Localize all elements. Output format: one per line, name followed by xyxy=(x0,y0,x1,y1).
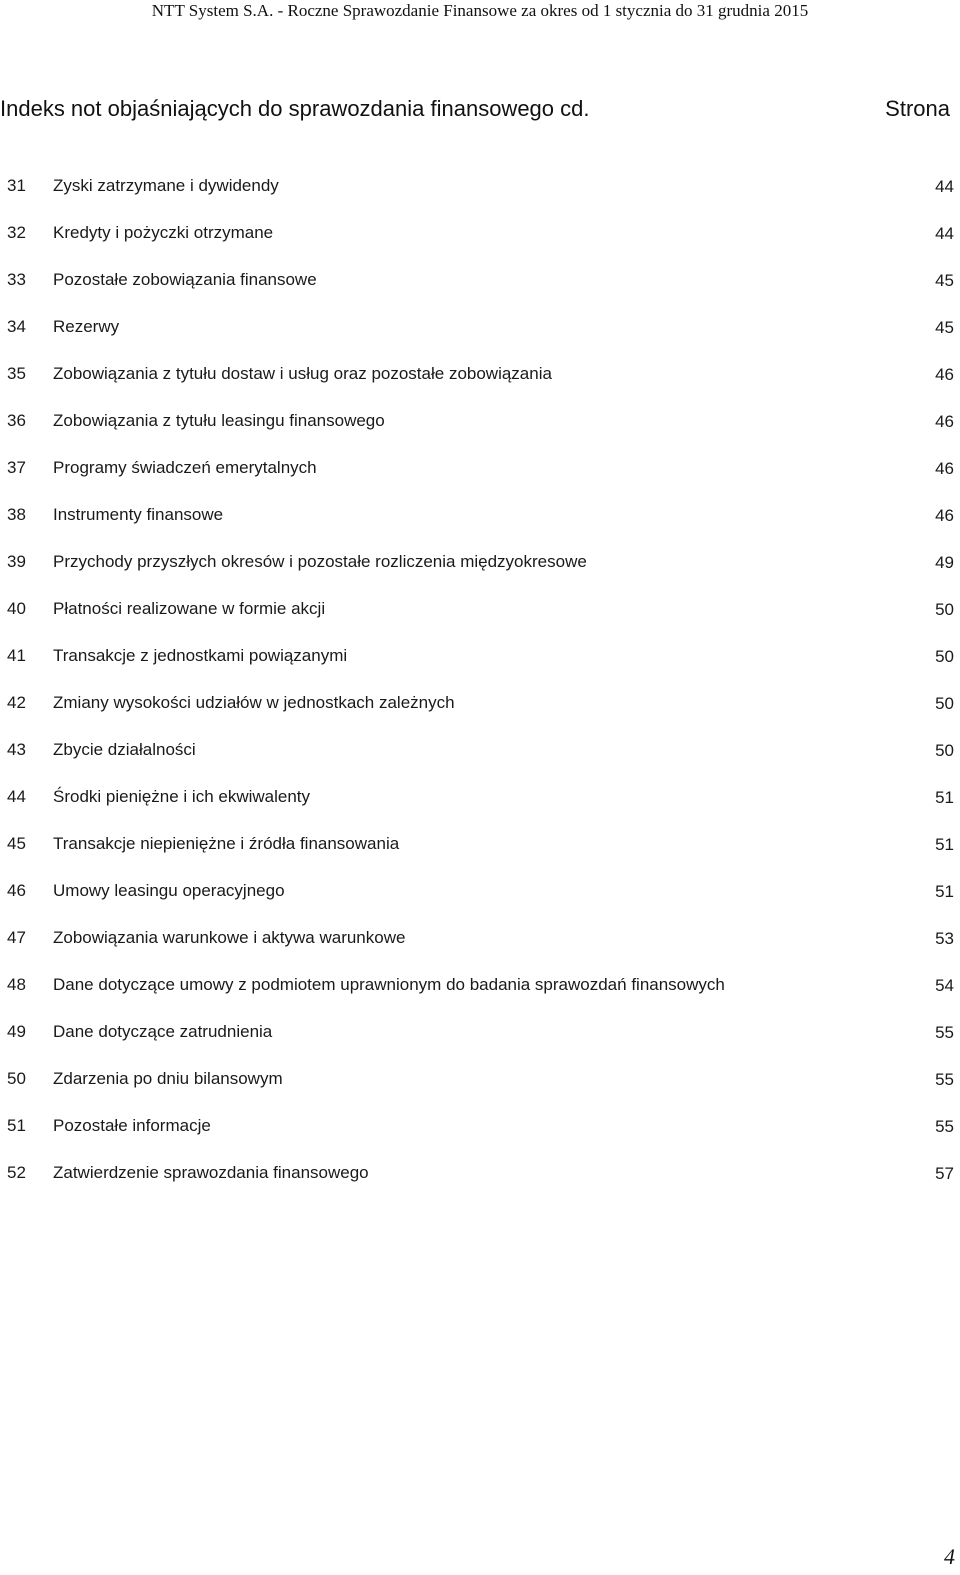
toc-entry-title: Zobowiązania z tytułu leasingu finansowego xyxy=(53,411,385,430)
toc-entry-number: 50 xyxy=(7,1069,26,1088)
toc-entry-number: 39 xyxy=(7,552,26,571)
toc-entry[interactable] xyxy=(0,689,960,736)
toc-entry-page: 46 xyxy=(935,365,954,384)
toc-entry[interactable] xyxy=(0,736,960,783)
toc-entry-title: Instrumenty finansowe xyxy=(53,505,224,524)
toc-entry[interactable] xyxy=(0,877,960,924)
toc-entry-number: 51 xyxy=(7,1116,26,1135)
toc-entry-title: Zobowiązania z tytułu dostaw i usług oraz pozostałe zobowiązania xyxy=(53,364,552,383)
toc-entry[interactable] xyxy=(0,783,960,830)
toc-entry-number: 46 xyxy=(7,881,26,900)
toc-entry-title: Rezerwy xyxy=(53,317,120,336)
toc-entry[interactable] xyxy=(0,1018,960,1065)
toc-entry-page: 55 xyxy=(935,1117,954,1136)
toc-entry-page: 51 xyxy=(935,788,954,807)
toc-entry-number: 49 xyxy=(7,1022,26,1041)
toc-entry-title: Programy świadczeń emerytalnych xyxy=(53,458,317,477)
toc-entry-page: 46 xyxy=(935,412,954,431)
toc-entry-number: 40 xyxy=(7,599,26,618)
toc-entry-title: Przychody przyszłych okresów i pozostałe rozliczenia międzyokresowe xyxy=(53,552,587,571)
toc-entry-title: Środki pieniężne i ich ekwiwalenty xyxy=(53,787,311,806)
toc-entry[interactable] xyxy=(0,642,960,689)
index-heading: Indeks not objaśniających do sprawozdania finansowego cd. xyxy=(0,96,590,121)
toc-entry-number: 41 xyxy=(7,646,26,665)
toc-entry[interactable] xyxy=(0,266,960,313)
toc-entry-title: Transakcje z jednostkami powiązanymi xyxy=(53,646,348,665)
page-header: NTT System S.A. - Roczne Sprawozdanie Finansowe za okres od 1 stycznia do 31 grudnia 2015 xyxy=(151,1,809,20)
toc-entry-number: 44 xyxy=(7,787,26,806)
toc-entry-page: 50 xyxy=(935,741,954,760)
toc-entry-title: Zmiany wysokości udziałów w jednostkach zależnych xyxy=(53,693,455,712)
toc-entry-number: 42 xyxy=(7,693,26,712)
toc-entry-title: Dane dotyczące zatrudnienia xyxy=(53,1022,273,1041)
toc-entry-number: 35 xyxy=(7,364,26,383)
toc-entry-page: 45 xyxy=(935,318,954,337)
toc-entry[interactable] xyxy=(0,1065,960,1112)
toc-entry-title: Zobowiązania warunkowe i aktywa warunkowe xyxy=(53,928,406,947)
toc-entry-page: 50 xyxy=(935,600,954,619)
toc-entry-number: 36 xyxy=(7,411,26,430)
toc-entry[interactable] xyxy=(0,1112,960,1159)
toc-entry-title: Pozostałe zobowiązania finansowe xyxy=(53,270,317,289)
toc-entry-page: 49 xyxy=(935,553,954,572)
footer-page-number: 4 xyxy=(944,1544,955,1569)
toc-entry-title: Zatwierdzenie sprawozdania finansowego xyxy=(53,1163,369,1182)
toc-entry-title: Transakcje niepieniężne i źródła finansowania xyxy=(53,834,400,853)
toc-entry-number: 43 xyxy=(7,740,26,759)
toc-entry-page: 46 xyxy=(935,506,954,525)
toc-entry-title: Umowy leasingu operacyjnego xyxy=(53,881,285,900)
toc-entry-title: Zbycie działalności xyxy=(53,740,196,759)
toc-entry[interactable] xyxy=(0,219,960,266)
toc-entry-number: 45 xyxy=(7,834,26,853)
toc-entry-number: 32 xyxy=(7,223,26,242)
toc-entry-number: 47 xyxy=(7,928,26,947)
toc-entry-title: Dane dotyczące umowy z podmiotem uprawnionym do badania sprawozdań finansowych xyxy=(53,975,725,994)
toc-entry[interactable] xyxy=(0,172,960,219)
toc-entry-number: 48 xyxy=(7,975,26,994)
toc-entry[interactable] xyxy=(0,1159,960,1206)
toc-entry[interactable] xyxy=(0,454,960,501)
toc-entry[interactable] xyxy=(0,830,960,877)
toc-entry-title: Pozostałe informacje xyxy=(53,1116,211,1135)
toc-entry-page: 55 xyxy=(935,1023,954,1042)
toc-entry-page: 50 xyxy=(935,694,954,713)
toc-entry[interactable] xyxy=(0,971,960,1018)
toc-entry-title: Zyski zatrzymane i dywidendy xyxy=(53,176,279,195)
page-column-label: Strona xyxy=(885,96,950,121)
toc-entry-page: 53 xyxy=(935,929,954,948)
toc-entry[interactable] xyxy=(0,360,960,407)
toc-entry-number: 38 xyxy=(7,505,26,524)
toc-entry-number: 52 xyxy=(7,1163,26,1182)
toc-entry-page: 44 xyxy=(935,177,954,196)
table-of-contents xyxy=(0,172,960,1206)
toc-entry-page: 45 xyxy=(935,271,954,290)
toc-entry-number: 33 xyxy=(7,270,26,289)
toc-entry[interactable] xyxy=(0,924,960,971)
toc-entry-page: 44 xyxy=(935,224,954,243)
toc-entry-title: Kredyty i pożyczki otrzymane xyxy=(53,223,274,242)
toc-entry-title: Płatności realizowane w formie akcji xyxy=(53,599,326,618)
toc-entry-title: Zdarzenia po dniu bilansowym xyxy=(53,1069,283,1088)
toc-entry-page: 51 xyxy=(935,835,954,854)
toc-entry-page: 51 xyxy=(935,882,954,901)
toc-entry[interactable] xyxy=(0,501,960,548)
toc-entry[interactable] xyxy=(0,548,960,595)
toc-entry[interactable] xyxy=(0,313,960,360)
toc-entry-page: 55 xyxy=(935,1070,954,1089)
toc-entry-page: 54 xyxy=(935,976,954,995)
toc-entry[interactable] xyxy=(0,595,960,642)
toc-entry-page: 57 xyxy=(935,1164,954,1183)
toc-entry[interactable] xyxy=(0,407,960,454)
toc-entry-page: 50 xyxy=(935,647,954,666)
toc-entry-page: 46 xyxy=(935,459,954,478)
toc-entry-number: 31 xyxy=(7,176,26,195)
toc-entry-number: 37 xyxy=(7,458,26,477)
toc-entry-number: 34 xyxy=(7,317,26,336)
